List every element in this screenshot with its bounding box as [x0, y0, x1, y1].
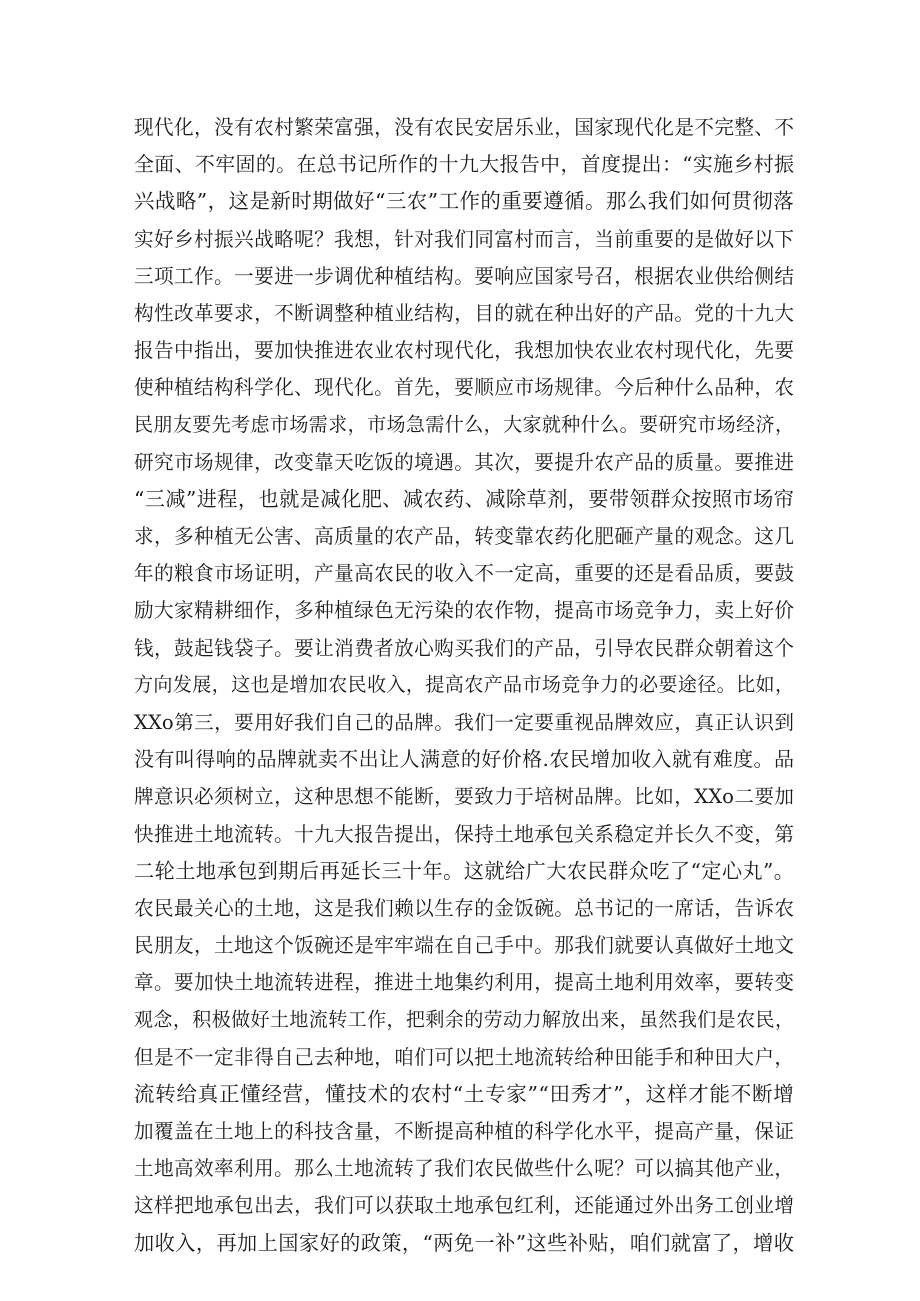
- text-line: 农民最关心的土地，这是我们赖以生存的金饭碗。总书记的一席话，告诉农: [134, 896, 794, 920]
- text-line: 牌意识必须树立，这种思想不能断，要致力于培树品牌。比如，XXo二要加: [134, 785, 794, 809]
- text-line: 快推进土地流转。十九大报告提出，保持土地承包关系稳定并长久不变，第: [134, 822, 794, 846]
- text-line: 加覆盖在土地上的科技含量，不断提高种植的科学化水平，提高产量，保证: [134, 1120, 794, 1144]
- body-text: [134, 109, 794, 1262]
- text-line: 全面、不牢固的。在总书记所作的十九大报告中，首度提出：“实施乡村振: [134, 153, 794, 177]
- text-line: 加收入，再加上国家好的政策，“两免一补”这些补贴，咱们就富了，增收: [134, 1230, 794, 1255]
- text-line: 流转给真正懂经营，懂技术的农村“土专家”“田秀才”，这样才能不断增: [134, 1081, 794, 1106]
- text-line: 报告中指出，要加快推进农业农村现代化，我想加快农业农村现代化，先要: [134, 339, 794, 363]
- text-line: 年的粮食市场证明，产量高农民的收入不一定高，重要的还是看品质，要鼓: [134, 562, 794, 586]
- text-line: 研究市场规律，改变靠天吃饭的境遇。其次，要提升农产品的质量。要推进: [134, 450, 794, 474]
- text-line: 钱，鼓起钱袋子。要让消费者放心购买我们的产品，引导农民群众朝着这个: [134, 636, 794, 660]
- text-line: 二轮土地承包到期后再延长三十年。这就给广大农民群众吃了“定心丸”。: [134, 858, 794, 883]
- text-line: 这样把地承包出去，我们可以获取土地承包红利，还能通过外出务工创业增: [134, 1194, 794, 1218]
- text-line: 兴战略”，这是新时期做好“三农”工作的重要遵循。那么我们如何贯彻落: [134, 189, 794, 214]
- text-line: 求，多种植无公害、高质量的农产品，转变靠农药化肥砸产量的观念。这几: [134, 525, 794, 549]
- text-line: “三减”进程，也就是减化肥、减农药、减除草剂，要带领群众按照市场帘: [134, 486, 794, 511]
- text-line: 三项工作。一要进一步调优种植结构。要响应国家号召，根据农业供给侧结: [134, 264, 794, 288]
- text-line: 现代化，没有农村繁荣富强，没有农民安居乐业，国家现代化是不完整、不: [134, 116, 794, 139]
- text-line: 观念，积极做好土地流转工作，把剩余的劳动力解放出来，虽然我们是农民，: [134, 1008, 794, 1031]
- text-line: XXo第三，要用好我们自己的品牌。我们一定要重视品牌效应，真正认识到: [134, 711, 794, 734]
- text-line: 励大家精耕细作，多种植绿色无污染的农作物，提高市场竞争力，卖上好价: [134, 599, 794, 623]
- text-line: 实好乡村振兴战略呢？我想，针对我们同富村而言，当前重要的是做好以下: [134, 227, 794, 251]
- text-line: 章。要加快土地流转进程，推进土地集约利用，提高土地利用效率，要转变: [134, 971, 794, 995]
- text-line: 民朋友，土地这个饭碗还是牢牢端在自己手中。那我们就要认真做好土地文: [134, 934, 794, 958]
- text-line: 土地高效率利用。那么土地流转了我们农民做些什么呢？可以搞其他产业，: [134, 1157, 794, 1181]
- text-line: 使种植结构科学化、现代化。首先，要顺应市场规律。今后种什么品种，农: [134, 376, 794, 400]
- text-line: 民朋友要先考虑市场需求，市场急需什么，大家就种什么。要研究市场经济，: [134, 413, 794, 436]
- text-line: 构性改革要求，不断调整种植业结构，目的就在种出好的产品。党的十九大: [134, 301, 794, 325]
- text-line: 但是不一定非得自己去种地，咱们可以把土地流转给种田能手和种田大户，: [134, 1045, 794, 1069]
- text-line: 没有叫得响的品牌就卖不出让人满意的好价格.农民增加收入就有难度。品: [134, 747, 794, 772]
- text-line: 方向发展，这也是增加农民收入，提高农产品市场竞争力的必要途径。比如，: [134, 673, 794, 696]
